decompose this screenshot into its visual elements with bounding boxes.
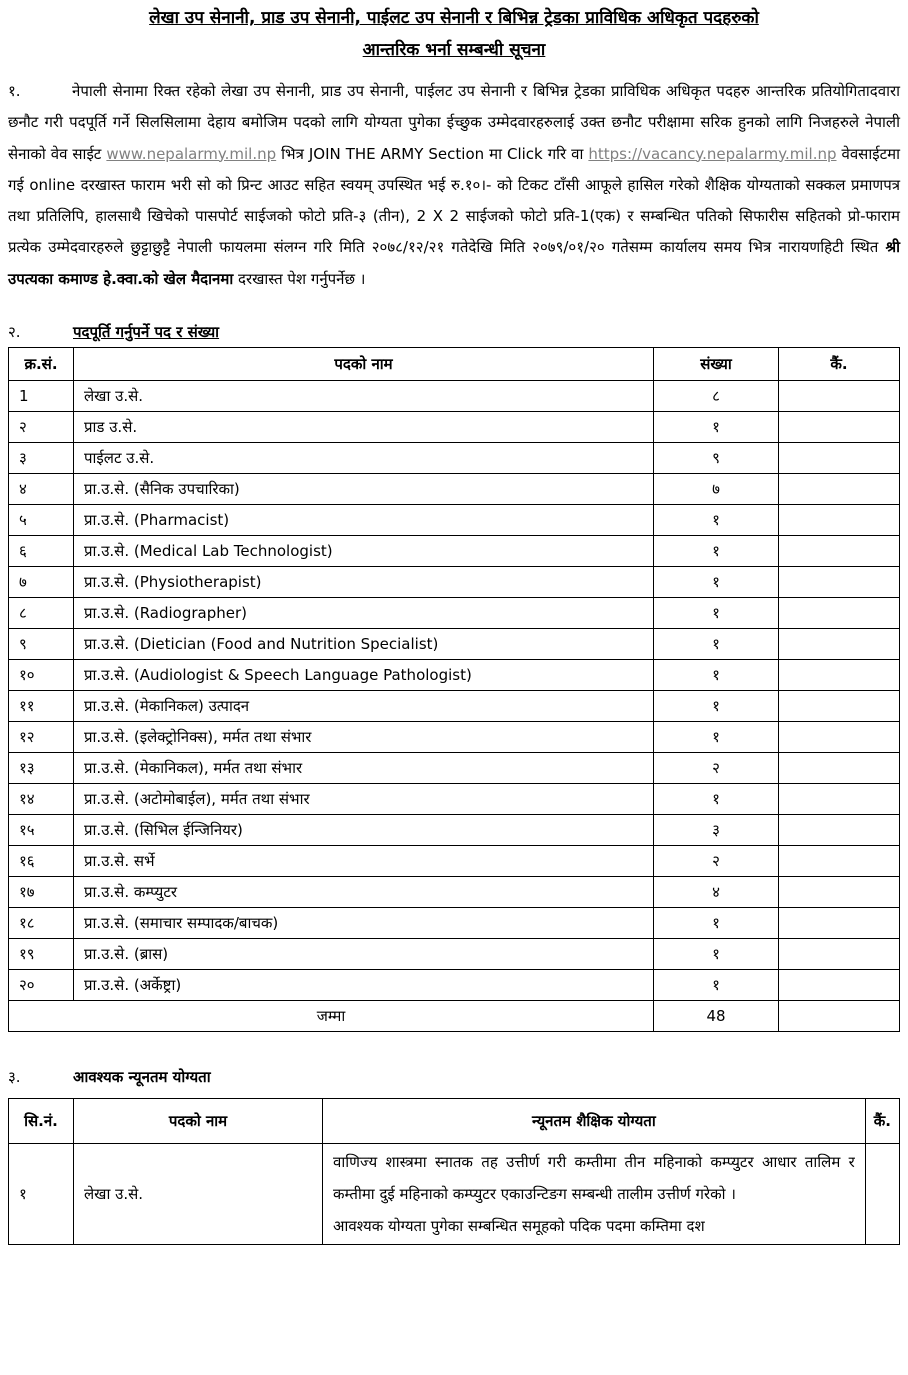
vacancy-website-link[interactable]: https://vacancy.nepalarmy.mil.np <box>588 144 837 163</box>
row-post-name: प्रा.उ.से. (अर्केष्ट्रा) <box>74 970 654 1001</box>
row-serial: १० <box>9 660 74 691</box>
notice-title-line2: आन्तरिक भर्ना सम्बन्धी सूचना <box>362 40 546 60</box>
row-post-name: प्रा.उ.से. (मेकानिकल) उत्पादन <box>74 691 654 722</box>
row-post-name: प्रा.उ.से. सर्भे <box>74 846 654 877</box>
table-row <box>9 381 900 412</box>
section1-text-c: वेवसाईटमा गई online दरखास्त फाराम भरी सो को प्रिन्ट आउट सहित स्वयम् उपस्थित भई रु.१०।- को टिकट टाँसी आफूले हासिल गरेको शैक्षिक योग्यताको सक्कल प्रमाणपत्र तथा प्रतिलिपि, हालसाथै खिचेको पासपोर्ट साईजको फोटो प्रति-३ (तीन), 2 X 2 साईजको फोटो प्रति-1(एक) र सम्बन्धित पतिको सिफारीस सहितको प्रो-फाराम प्रत्येक उम्मेदवारहरुले छुट्टाछुट्टै नेपाली फायलमा संलग्न गरि मिति २०७८/१२/२१ गतेदेखि मिति २०७९/०१/२० गतेसम्म कार्यालय समय भित्र नारायणहिटी स्थित <box>8 144 900 257</box>
table-row <box>9 846 900 877</box>
row-serial: ११ <box>9 691 74 722</box>
notice-title-line1: लेखा उप सेनानी, प्राड उप सेनानी, पाईलट उप सेनानी र बिभिन्न ट्रेडका प्राविधिक अधिकृत पदहरुको <box>149 8 759 28</box>
section3-number: ३. <box>8 1068 21 1087</box>
table-row <box>9 443 900 474</box>
row-post-name: प्रा.उ.से. (इलेक्ट्रोनिक्स), मर्मत तथा संभार <box>74 722 654 753</box>
table-row <box>9 970 900 1001</box>
row-remarks <box>779 722 900 753</box>
row-serial: १६ <box>9 846 74 877</box>
posts-table <box>8 347 900 1032</box>
row-post-name: प्रा.उ.से. कम्प्युटर <box>74 877 654 908</box>
row-serial: ४ <box>9 474 74 505</box>
row-serial: २० <box>9 970 74 1001</box>
row-count: १ <box>654 536 779 567</box>
row-serial: १२ <box>9 722 74 753</box>
row-count: १ <box>654 939 779 970</box>
header-post-name: पदको नाम <box>74 348 654 381</box>
table-row <box>9 536 900 567</box>
section1-text-a: नेपाली सेनामा रिक्त रहेको लेखा उप सेनानी, प्राड उप सेनानी, पाईलट उप सेनानी र बिभिन्न ट्रेडका प्राविधिक अधिकृत पदहरु आन्तरिक प्रतियोगितादवारा छनौट गरी पदपूर्ति गर्ने सिलसिलामा देहाय बमोजिम पदको लागि योग्यता पुगेका ईच्छुक उम्मेदवारहरुलाई उक्त छनौट परीक्षामा सरिक हुनको लागि निजहरुले नेपाली सेनाको वेव साईट <box>8 82 900 163</box>
row-count: १ <box>654 598 779 629</box>
row-count: ८ <box>654 381 779 412</box>
row-remarks <box>779 660 900 691</box>
row-post-name: प्रा.उ.से. (Medical Lab Technologist) <box>74 536 654 567</box>
row-serial: ७ <box>9 567 74 598</box>
row-serial: १४ <box>9 784 74 815</box>
row-remarks <box>779 908 900 939</box>
qualification-table-header <box>9 1099 900 1144</box>
row-serial: ३ <box>9 443 74 474</box>
row-count: ४ <box>654 877 779 908</box>
table-row <box>9 815 900 846</box>
row-post-name: प्रा.उ.से. (Radiographer) <box>74 598 654 629</box>
table-row <box>9 629 900 660</box>
qual-header-remarks: कैं. <box>865 1099 899 1144</box>
row-count: २ <box>654 753 779 784</box>
row-remarks <box>779 846 900 877</box>
row-remarks <box>779 598 900 629</box>
row-post-name: लेखा उ.से. <box>74 381 654 412</box>
total-value: 48 <box>654 1001 779 1032</box>
qualification-row <box>9 1144 900 1245</box>
row-serial: २ <box>9 412 74 443</box>
table-row <box>9 412 900 443</box>
section1-number: १. <box>8 82 21 100</box>
qualification-table <box>8 1098 900 1245</box>
row-count: १ <box>654 908 779 939</box>
table-row <box>9 598 900 629</box>
table-row <box>9 877 900 908</box>
row-post-name: प्रा.उ.से. (Audiologist & Speech Language Pathologist) <box>74 660 654 691</box>
row-serial: ९ <box>9 629 74 660</box>
row-post-name: प्रा.उ.से. (मेकानिकल), मर्मत तथा संभार <box>74 753 654 784</box>
table-row <box>9 784 900 815</box>
section2-title: पदपूर्ति गर्नुपर्ने पद र संख्या <box>73 323 220 342</box>
row-serial: १७ <box>9 877 74 908</box>
posts-table-body <box>9 381 900 1001</box>
army-website-link[interactable]: www.nepalarmy.mil.np <box>106 144 277 163</box>
row-count: १ <box>654 722 779 753</box>
section2-heading <box>8 317 900 347</box>
qual-header-post-name: पदको नाम <box>74 1099 323 1144</box>
row-count: १ <box>654 691 779 722</box>
row-remarks <box>779 691 900 722</box>
row-serial: 1 <box>9 381 74 412</box>
row-count: १ <box>654 412 779 443</box>
section1-paragraph <box>8 76 900 295</box>
table-row <box>9 474 900 505</box>
row-post-name: प्रा.उ.से. (सैनिक उपचारिका) <box>74 474 654 505</box>
qual-text-line1: वाणिज्य शास्त्रमा स्नातक तह उत्तीर्ण गरी कम्तीमा तीन महिनाको कम्प्युटर आधार तालिम र कम्तीमा दुई महिनाको कम्प्युटर एकाउन्टिङग सम्बन्धी तालीम उत्तीर्ण गरेको । <box>333 1153 855 1204</box>
header-count: संख्या <box>654 348 779 381</box>
row-count: १ <box>654 505 779 536</box>
row-post-name: प्रा.उ.से. (ब्रास) <box>74 939 654 970</box>
header-remarks: कैं. <box>779 348 900 381</box>
row-serial: १९ <box>9 939 74 970</box>
table-row <box>9 660 900 691</box>
row-count: १ <box>654 784 779 815</box>
qual-serial: १ <box>9 1144 74 1245</box>
row-count: १ <box>654 970 779 1001</box>
table-row <box>9 753 900 784</box>
table-row <box>9 722 900 753</box>
row-post-name: प्रा.उ.से. (समाचार सम्पादक/बाचक) <box>74 908 654 939</box>
row-count: ९ <box>654 443 779 474</box>
row-post-name: प्रा.उ.से. (Physiotherapist) <box>74 567 654 598</box>
row-count: २ <box>654 846 779 877</box>
row-remarks <box>779 381 900 412</box>
row-serial: ५ <box>9 505 74 536</box>
qual-remarks <box>865 1144 899 1245</box>
row-remarks <box>779 784 900 815</box>
row-count: १ <box>654 629 779 660</box>
row-post-name: प्रा.उ.से. (अटोमोबाईल), मर्मत तथा संभार <box>74 784 654 815</box>
qual-header-qualification: न्यूनतम शैक्षिक योग्यता <box>323 1099 866 1144</box>
row-post-name: पाईलट उ.से. <box>74 443 654 474</box>
posts-total-row <box>9 1001 900 1032</box>
row-remarks <box>779 412 900 443</box>
posts-table-header <box>9 348 900 381</box>
header-serial: क्र.सं. <box>9 348 74 381</box>
section1-text-b: भित्र JOIN THE ARMY Section मा Click गरि वा <box>281 144 584 163</box>
row-remarks <box>779 443 900 474</box>
row-post-name: प्रा.उ.से. (Pharmacist) <box>74 505 654 536</box>
row-count: ३ <box>654 815 779 846</box>
table-row <box>9 908 900 939</box>
row-remarks <box>779 505 900 536</box>
qual-text-line2: आवश्यक योग्यता पुगेका सम्बन्धित समूहको पदिक पदमा कम्तिमा दश <box>333 1217 705 1236</box>
table-row <box>9 939 900 970</box>
row-remarks <box>779 877 900 908</box>
row-remarks <box>779 567 900 598</box>
row-serial: १८ <box>9 908 74 939</box>
section2-number: २. <box>8 323 21 342</box>
row-remarks <box>779 474 900 505</box>
qual-text <box>323 1144 866 1245</box>
total-remarks <box>779 1001 900 1032</box>
row-serial: १३ <box>9 753 74 784</box>
row-count: १ <box>654 567 779 598</box>
row-serial: १५ <box>9 815 74 846</box>
section3-title: आवश्यक न्यूनतम योग्यता <box>73 1068 211 1087</box>
row-count: १ <box>654 660 779 691</box>
row-post-name: प्राड उ.से. <box>74 412 654 443</box>
row-remarks <box>779 970 900 1001</box>
section3-heading <box>8 1062 900 1092</box>
qual-post-name: लेखा उ.से. <box>74 1144 323 1245</box>
table-row <box>9 691 900 722</box>
row-serial: ६ <box>9 536 74 567</box>
table-row <box>9 505 900 536</box>
row-post-name: प्रा.उ.से. (Dietician (Food and Nutrition Specialist) <box>74 629 654 660</box>
total-label: जम्मा <box>9 1001 654 1032</box>
row-remarks <box>779 629 900 660</box>
row-remarks <box>779 815 900 846</box>
row-count: ७ <box>654 474 779 505</box>
qual-header-serial: सि.नं. <box>9 1099 74 1144</box>
row-remarks <box>779 753 900 784</box>
table-row <box>9 567 900 598</box>
section1-text-d: दरखास्त पेश गर्नुपर्नेछ । <box>238 269 366 288</box>
row-remarks <box>779 939 900 970</box>
row-remarks <box>779 536 900 567</box>
section1-venue: श्री उपत्यका कमाण्ड हे.क्वा.को खेल मैदानमा <box>8 238 900 288</box>
row-post-name: प्रा.उ.से. (सिभिल ईन्जिनियर) <box>74 815 654 846</box>
row-serial: ८ <box>9 598 74 629</box>
